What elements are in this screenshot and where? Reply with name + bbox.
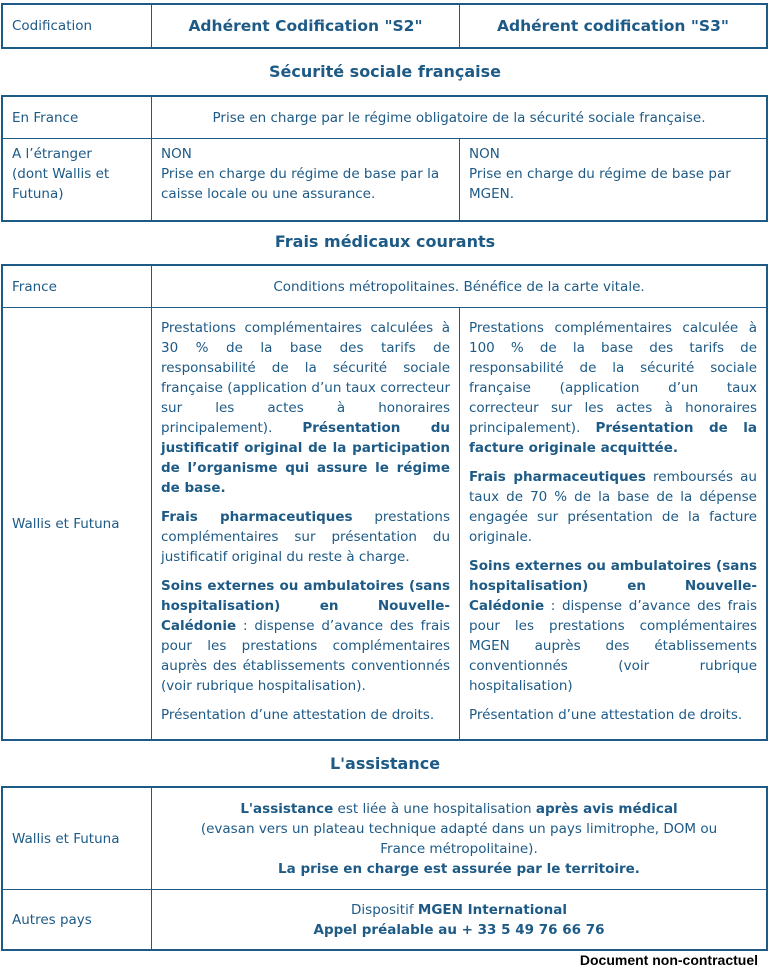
- frais-s2-p3-bold: Soins externes ou ambulatoires (sans hospitalisation) en Nouvelle-Calédonie: [161, 578, 450, 634]
- secu-abroad-label: A l’étranger (dont Wallis et Futuna): [3, 139, 152, 220]
- frais-s2-p1: [161, 318, 450, 498]
- frais-france-text: Conditions métropolitaines. Bénéfice de la carte vitale.: [273, 278, 645, 295]
- assistance-other-label: Autres pays: [3, 890, 152, 949]
- frais-wf-label: Wallis et Futuna: [3, 308, 152, 739]
- frais-s3-p2-text: remboursés au taux de 70 % de la base de la dépense engagée sur présentation de la facture originale.: [469, 469, 757, 545]
- assistance-other-line2: [152, 920, 766, 940]
- frais-s2-p3: [161, 576, 450, 696]
- secu-s3-line1: NON: [469, 146, 500, 162]
- frais-s3-p2-bold: Frais pharmaceutiques: [469, 469, 646, 485]
- frais-s2-p1-text: Prestations complémentaires calculées à 30 % de la base des tarifs de responsabilité de la sécurité sociale française (application d’un taux correcteur sur les actes à honoraires principalement).: [161, 320, 450, 436]
- frais-s3-p3-bold: Soins externes ou ambulatoires (sans hospitalisation) en Nouvelle-Calédonie: [469, 558, 757, 614]
- frais-s3-p1-text: Prestations complémentaires calculée à 100 % de la base des tarifs de responsabilité de la sécurité sociale française (application d’un taux correcteur sur les actes à honoraires principalement).: [469, 320, 757, 436]
- secu-s2-line1: NON: [161, 146, 192, 162]
- frais-s3-p1: [469, 318, 757, 458]
- assistance-wf-bold2: après avis médical: [535, 801, 678, 817]
- frais-s2-p2-bold: Frais pharmaceutiques: [161, 509, 353, 525]
- frais-s3-p4: Présentation d’une attestation de droits.: [469, 707, 743, 723]
- header-s2: Adhérent Codification "S2": [152, 5, 460, 47]
- assistance-other-text: [152, 890, 766, 949]
- assistance-wf-text1: est liée à une hospitalisation: [333, 801, 536, 817]
- frais-s2-p3-text: : dispense d’avance des frais pour les prestations complémentaires auprès des établissements conventionnés (voir rubrique hospitalisation).: [161, 618, 450, 694]
- header-table: [1, 3, 768, 49]
- secu-s3-line2: Prise en charge du régime de base par MGEN.: [469, 166, 731, 202]
- frais-s2-p1-bold: Présentation du justificatif original de la participation de l’organisme qui assure le régime de base.: [161, 420, 451, 496]
- assistance-other-bold1: MGEN International: [417, 902, 567, 918]
- frais-table: [1, 264, 768, 741]
- secu-abroad-s2: [152, 139, 460, 220]
- assistance-wf-bold3: La prise en charge est assurée par le territoire.: [278, 861, 640, 877]
- assistance-wf-label: Wallis et Futuna: [3, 788, 152, 889]
- frais-s3-p3-text: : dispense d’avance des frais pour les prestations complémentaires MGEN auprès des établissements conventionnés (voir rubrique hospitalisation): [469, 598, 757, 694]
- secu-france-text: Prise en charge par le régime obligatoire de la sécurité sociale française.: [212, 109, 706, 126]
- frais-wf-s3: [460, 308, 766, 739]
- frais-france-label: France: [3, 266, 152, 307]
- assistance-wf-line3: [182, 859, 736, 879]
- section-title-frais: Frais médicaux courants: [274, 232, 496, 251]
- assistance-table: [1, 786, 768, 951]
- header-s3: Adhérent codification "S3": [497, 17, 729, 35]
- assistance-other-line1: [152, 900, 766, 920]
- secu-table: [1, 95, 768, 222]
- secu-s2-line2: Prise en charge du régime de base par la caisse locale ou une assurance.: [161, 166, 440, 202]
- header-codification: Codification: [3, 5, 152, 47]
- frais-s2-p2: [161, 507, 450, 567]
- frais-s3-p1-bold: Présentation de la facture originale acquittée.: [469, 420, 757, 456]
- secu-abroad-s3: [460, 139, 766, 220]
- frais-wf-s2: [152, 308, 460, 739]
- assistance-wf-bold1: L'assistance: [240, 801, 334, 817]
- footer-disclaimer: Document non-contractuel: [579, 952, 758, 968]
- assistance-wf-line1: [182, 799, 736, 819]
- frais-s2-p2-text: prestations complémentaires sur présentation du justificatif original du reste à charge.: [161, 509, 450, 565]
- secu-france-label: En France: [3, 97, 152, 138]
- frais-s3-p3: [469, 556, 757, 696]
- assistance-phone: Appel préalable au + 33 5 49 76 66 76: [313, 922, 605, 938]
- frais-s3-p2: [469, 467, 757, 547]
- assistance-wf-line2: (evasan vers un plateau technique adapté dans un pays limitrophe, DOM ou France métropolitaine).: [200, 821, 718, 857]
- assistance-wf-text: [152, 788, 766, 889]
- frais-s2-p4: Présentation d’une attestation de droits.: [161, 707, 435, 723]
- assistance-other-text1: Dispositif: [351, 902, 418, 918]
- section-title-secu: Sécurité sociale française: [268, 62, 502, 81]
- section-title-assistance: L'assistance: [329, 754, 441, 773]
